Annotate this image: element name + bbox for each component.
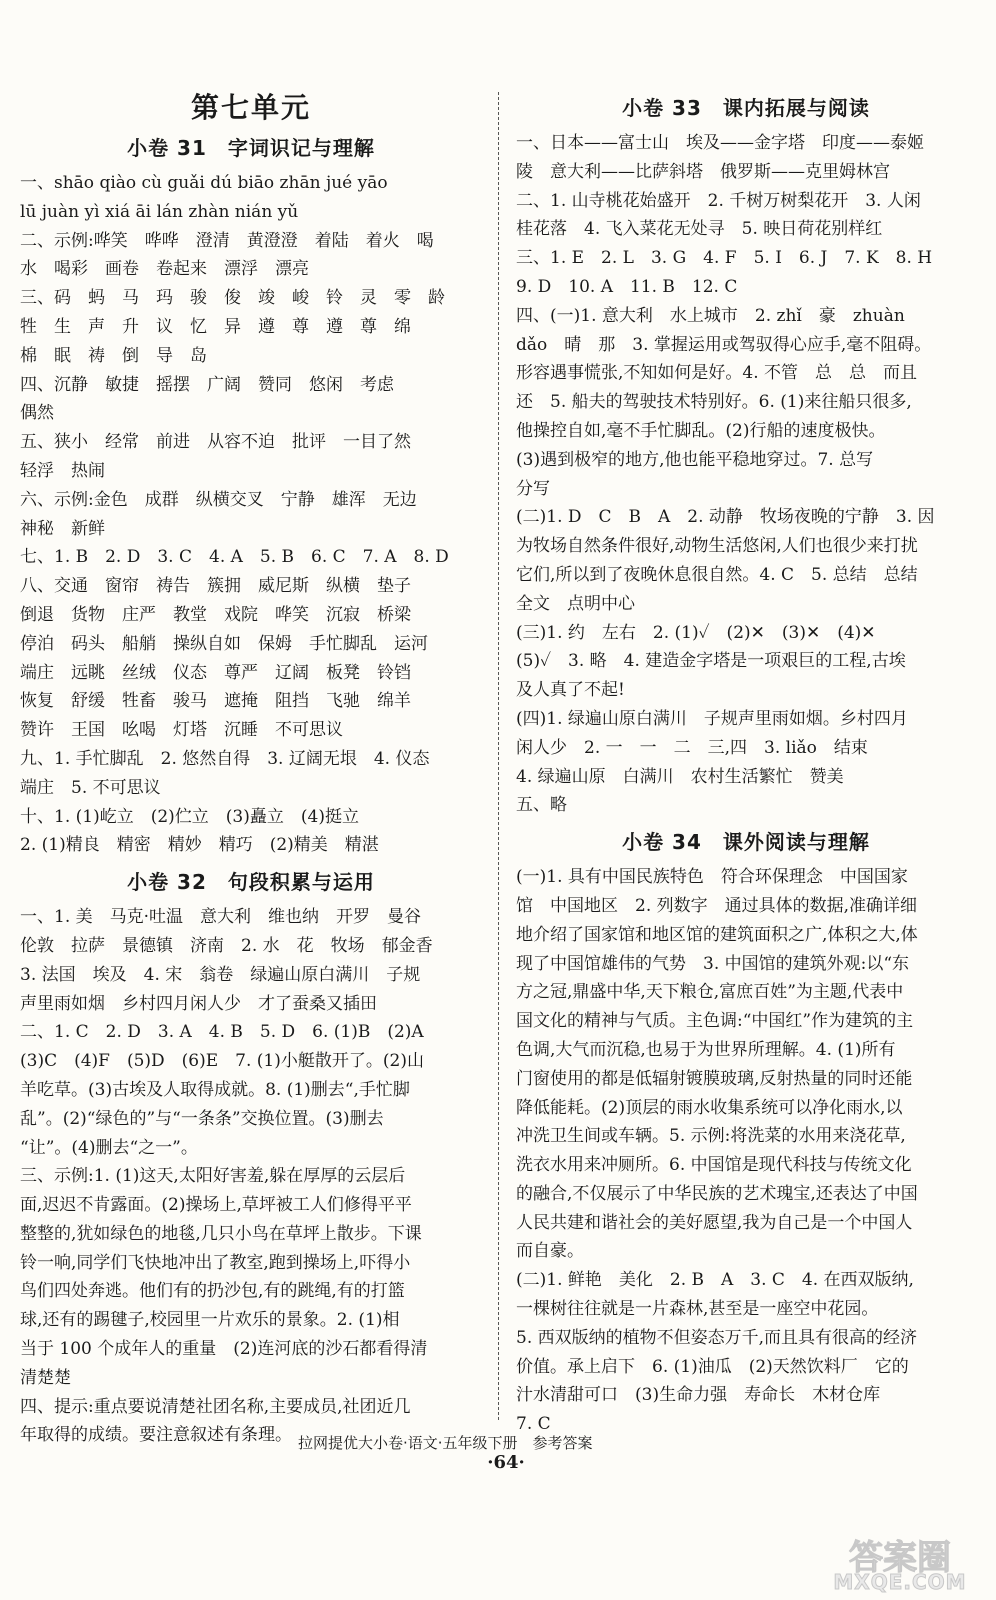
answer-line: 一、1. 美 马克·吐温 意大利 维也纳 开罗 曼谷 — [20, 907, 422, 928]
section-title: 小卷 33 课内拓展与阅读 — [622, 96, 870, 120]
answer-line: 当于 100 个成年人的重量 (2)连河底的沙石都看得清 — [20, 1339, 428, 1360]
answer-line: 桂花落 4. 飞入菜花无处寻 5. 映日荷花别样红 — [516, 219, 883, 240]
answer-line: 汁水清甜可口 (3)生命力强 寿命长 木材仓库 — [516, 1385, 881, 1406]
answer-line: 五、略 — [516, 795, 567, 816]
answer-line: 恢复 舒缓 牲畜 骏马 遮掩 阻挡 飞驰 绵羊 — [20, 691, 411, 712]
answer-line: 4. 绿遍山原 白满川 农村生活繁忙 赞美 — [516, 766, 844, 787]
answer-line: 冲洗卫生间或车辆。5. 示例:将洗菜的水用来浇花草, — [516, 1126, 906, 1147]
watermark-logo — [820, 1530, 980, 1592]
section-title: 小卷 34 课外阅读与理解 — [622, 830, 870, 855]
answer-line: 五、狭小 经常 前进 从容不迫 批评 一目了然 — [20, 432, 411, 453]
answer-line: 全文 点明中心 — [516, 593, 635, 614]
answer-line: (二)1. 鲜艳 美化 2. B A 3. C 4. 在西双版纳, — [516, 1270, 914, 1291]
answer-line: 倒退 货物 庄严 教堂 戏院 哗笑 沉寂 桥梁 — [20, 604, 411, 625]
answer-line: 而自豪。 — [516, 1241, 584, 1262]
answer-line: 3. 法国 埃及 4. 宋 翁卷 绿遍山原白满川 子规 — [20, 964, 421, 985]
answer-line: 整整的,犹如绿色的地毯,几只小鸟在草坪上散步。下课 — [20, 1223, 422, 1244]
answer-line: 面,迟迟不肯露面。(2)操场上,草坪被工人们修得平平 — [20, 1195, 412, 1216]
answer-line: 四、提示:重点要说清楚社团名称,主要成员,社团近几 — [20, 1396, 411, 1417]
answer-line: 三、码 蚂 马 玛 骏 俊 竣 峻 铃 灵 零 龄 — [20, 288, 445, 309]
section-title: 小卷 31 字词识记与理解 — [127, 136, 375, 160]
answer-line: 九、1. 手忙脚乱 2. 悠然自得 3. 辽阔无垠 4. 仪态 — [20, 748, 430, 769]
answer-line: (5)✓ 3. 略 4. 建造金字塔是一项艰巨的工程,古埃 — [516, 651, 906, 672]
answer-line: 馆 中国地区 2. 列数字 通过具体的数据,准确详细 — [516, 895, 918, 916]
answer-line: 分写 — [516, 478, 550, 499]
answer-line: 门窗使用的都是低辐射镀膜玻璃,反射热量的同时还能 — [516, 1068, 913, 1089]
answer-line: 水 喝彩 画卷 卷起来 漂浮 漂亮 — [20, 259, 309, 280]
answer-line: 鸟们四处奔逃。他们有的扔沙包,有的跳绳,有的打篮 — [20, 1281, 405, 1302]
answer-line: 十、1. (1)屹立 (2)伫立 (3)矗立 (4)挺立 — [20, 806, 359, 827]
answer-line: 及人真了不起! — [516, 680, 625, 701]
unit-title: 第七单元 — [190, 91, 311, 124]
answer-line: 一棵树往往就是一片森林,甚至是一座空中花园。 — [516, 1299, 879, 1320]
answer-line: 伦敦 拉萨 景德镇 济南 2. 水 花 牧场 郁金香 — [20, 935, 433, 956]
answer-line: 牲 生 声 升 议 忆 异 遵 尊 遵 尊 绵 — [20, 316, 411, 337]
answer-line: 清楚楚 — [20, 1367, 71, 1388]
answer-line: 2. (1)精良 精密 精妙 精巧 (2)精美 精湛 — [20, 835, 379, 856]
answer-line: 方之冠,鼎盛中华,天下粮仓,富庶百姓”为主题,代表中 — [516, 982, 904, 1003]
answer-line: 四、沉静 敏捷 摇摆 广阔 赞同 悠闲 考虑 — [20, 374, 394, 395]
answer-line: 闲人少 2. 一 一 二 三,四 3. liǎo 结束 — [516, 737, 868, 758]
answer-line: 端庄 5. 不可思议 — [20, 777, 161, 798]
answer-line: 偶然 — [20, 403, 54, 424]
answer-line: 神秘 新鲜 — [20, 518, 105, 539]
answer-line: 四、(一)1. 意大利 水上城市 2. zhǐ 豪 zhuàn — [516, 305, 905, 326]
right-sections — [516, 92, 976, 1439]
answer-line: “让”。(4)删去“之一”。 — [20, 1137, 198, 1158]
answer-line: 5. 西双版纳的植物不但姿态万千,而且具有很高的经济 — [516, 1327, 918, 1348]
answer-line: 它们,所以到了夜晚休息很自然。4. C 5. 总结 总结 — [516, 564, 918, 585]
answer-line: 羊吃草。(3)古埃及人取得成就。8. (1)删去“,手忙脚 — [20, 1079, 410, 1100]
left-column — [20, 80, 482, 1450]
answer-line: 轻浮 热闹 — [20, 460, 105, 481]
column-divider — [498, 92, 499, 1420]
answer-line: (一)1. 具有中国民族特色 符合环保理念 中国国家 — [516, 867, 908, 888]
answer-line: 9. D 10. A 11. B 12. C — [516, 276, 738, 297]
answer-line: 还 5. 船夫的驾驶技术特别好。6. (1)来往船只很多, — [516, 392, 912, 413]
answer-line: (3)C (4)F (5)D (6)E 7. (1)小艇散开了。(2)山 — [20, 1051, 424, 1072]
answer-line: 乱”。(2)“绿色的”与“一条条”交换位置。(3)删去 — [20, 1108, 384, 1129]
answer-line: 二、1. C 2. D 3. A 4. B 5. D 6. (1)B (2)A — [20, 1022, 424, 1043]
answer-line: 洗衣水用来冲厕所。6. 中国馆是现代科技与传统文化 — [516, 1155, 912, 1176]
answer-line: 7. C — [516, 1414, 551, 1435]
answer-line: (二)1. D C B A 2. 动静 牧场夜晚的宁静 3. 因 — [516, 507, 935, 528]
answer-line: 铃一响,同学们飞快地冲出了教室,跑到操场上,吓得小 — [20, 1252, 411, 1273]
watermark-logo-text: 答案圈 — [849, 1538, 951, 1578]
answer-line: 陵 意大利——比萨斜塔 俄罗斯——克里姆林宫 — [516, 161, 890, 182]
answer-line: 二、示例:哗笑 哗哗 澄清 黄澄澄 着陆 着火 喝 — [20, 230, 434, 251]
answer-line: 声里雨如烟 乡村四月闲人少 才了蚕桑又插田 — [20, 993, 377, 1014]
answer-line: 他操控自如,毫不手忙脚乱。(2)行船的速度极快。 — [516, 420, 886, 441]
footer-book-title: 拉网提优大小卷·语文·五年级下册 参考答案 — [298, 1434, 593, 1452]
answer-line: 一、shāo qiào cù guǎi dú biāo zhān jué yāo — [20, 173, 388, 193]
answer-line: dǎo 晴 那 3. 掌握运用或驾驭得心应手,毫不阻碍。 — [516, 334, 932, 355]
answer-line: 人民共建和谐社会的美好愿望,我为自己是一个中国人 — [516, 1212, 913, 1233]
left-sections — [20, 132, 482, 1450]
answer-line: 年取得的成绩。要注意叙述有条理。 — [20, 1425, 292, 1446]
answer-line: lū juàn yì xiá āi lán zhàn nián yǔ — [20, 201, 299, 222]
answer-line: 赞许 王国 吆喝 灯塔 沉睡 不可思议 — [20, 720, 343, 741]
answer-line: 停泊 码头 船艄 操纵自如 保姆 手忙脚乱 运河 — [20, 633, 428, 654]
answer-line: 端庄 远眺 丝绒 仪态 尊严 辽阔 板凳 铃铛 — [20, 662, 411, 683]
watermark-url: MXQE.COM — [833, 1570, 967, 1594]
answer-line: 棉 眠 祷 倒 导 岛 — [20, 345, 207, 366]
answer-line: 七、1. B 2. D 3. C 4. A 5. B 6. C 7. A 8. D — [20, 547, 449, 568]
answer-line: 八、交通 窗帘 祷告 簇拥 威尼斯 纵横 垫子 — [20, 576, 411, 597]
answer-line: 国文化的精神与气质。主色调:“中国红”作为建筑的主 — [516, 1011, 914, 1032]
answer-line: 形容遇事慌张,不知如何是好。4. 不管 总 总 而且 — [516, 363, 918, 384]
answer-line: 价值。承上启下 6. (1)油瓜 (2)天然饮料厂 它的 — [516, 1356, 909, 1377]
answer-line: 球,还有的踢毽子,校园里一片欢乐的景象。2. (1)相 — [20, 1310, 400, 1331]
answer-line: 为牧场自然条件很好,动物生活悠闲,人们也很少来打扰 — [516, 536, 918, 557]
answer-line: (3)遇到极窄的地方,他也能平稳地穿过。7. 总写 — [516, 449, 874, 470]
answer-line: 六、示例:金色 成群 纵横交叉 宁静 雄浑 无边 — [20, 489, 417, 510]
page-number: ·64· — [487, 1452, 525, 1473]
answer-line: 降低能耗。(2)顶层的雨水收集系统可以净化雨水,以 — [516, 1097, 903, 1118]
right-column — [516, 86, 976, 1439]
answer-line: (三)1. 约 左右 2. (1)✓ (2)✕ (3)✕ (4)✕ — [516, 622, 876, 643]
answer-line: 三、1. E 2. L 3. G 4. F 5. I 6. J 7. K 8. H — [516, 248, 933, 269]
section-title: 小卷 32 句段积累与运用 — [127, 870, 375, 895]
answer-line: 三、示例:1. (1)这天,太阳好害羞,躲在厚厚的云层后 — [20, 1166, 406, 1187]
answer-line: 现了中国馆雄伟的气势 3. 中国馆的建筑外观:以“东 — [516, 953, 910, 974]
answer-line: (四)1. 绿遍山原白满川 子规声里雨如烟。乡村四月 — [516, 708, 908, 729]
answer-line: 二、1. 山寺桃花始盛开 2. 千树万树梨花开 3. 人闲 — [516, 190, 921, 211]
answer-line: 的融合,不仅展示了中华民族的艺术瑰宝,还表达了中国 — [516, 1183, 918, 1204]
answer-line: 色调,大气而沉稳,也易于为世界所理解。4. (1)所有 — [516, 1039, 896, 1060]
answer-line: 地介绍了国家馆和地区馆的建筑面积之广,体积之大,体 — [516, 924, 918, 945]
answer-line: 一、日本——富士山 埃及——金字塔 印度——泰姬 — [516, 133, 924, 153]
